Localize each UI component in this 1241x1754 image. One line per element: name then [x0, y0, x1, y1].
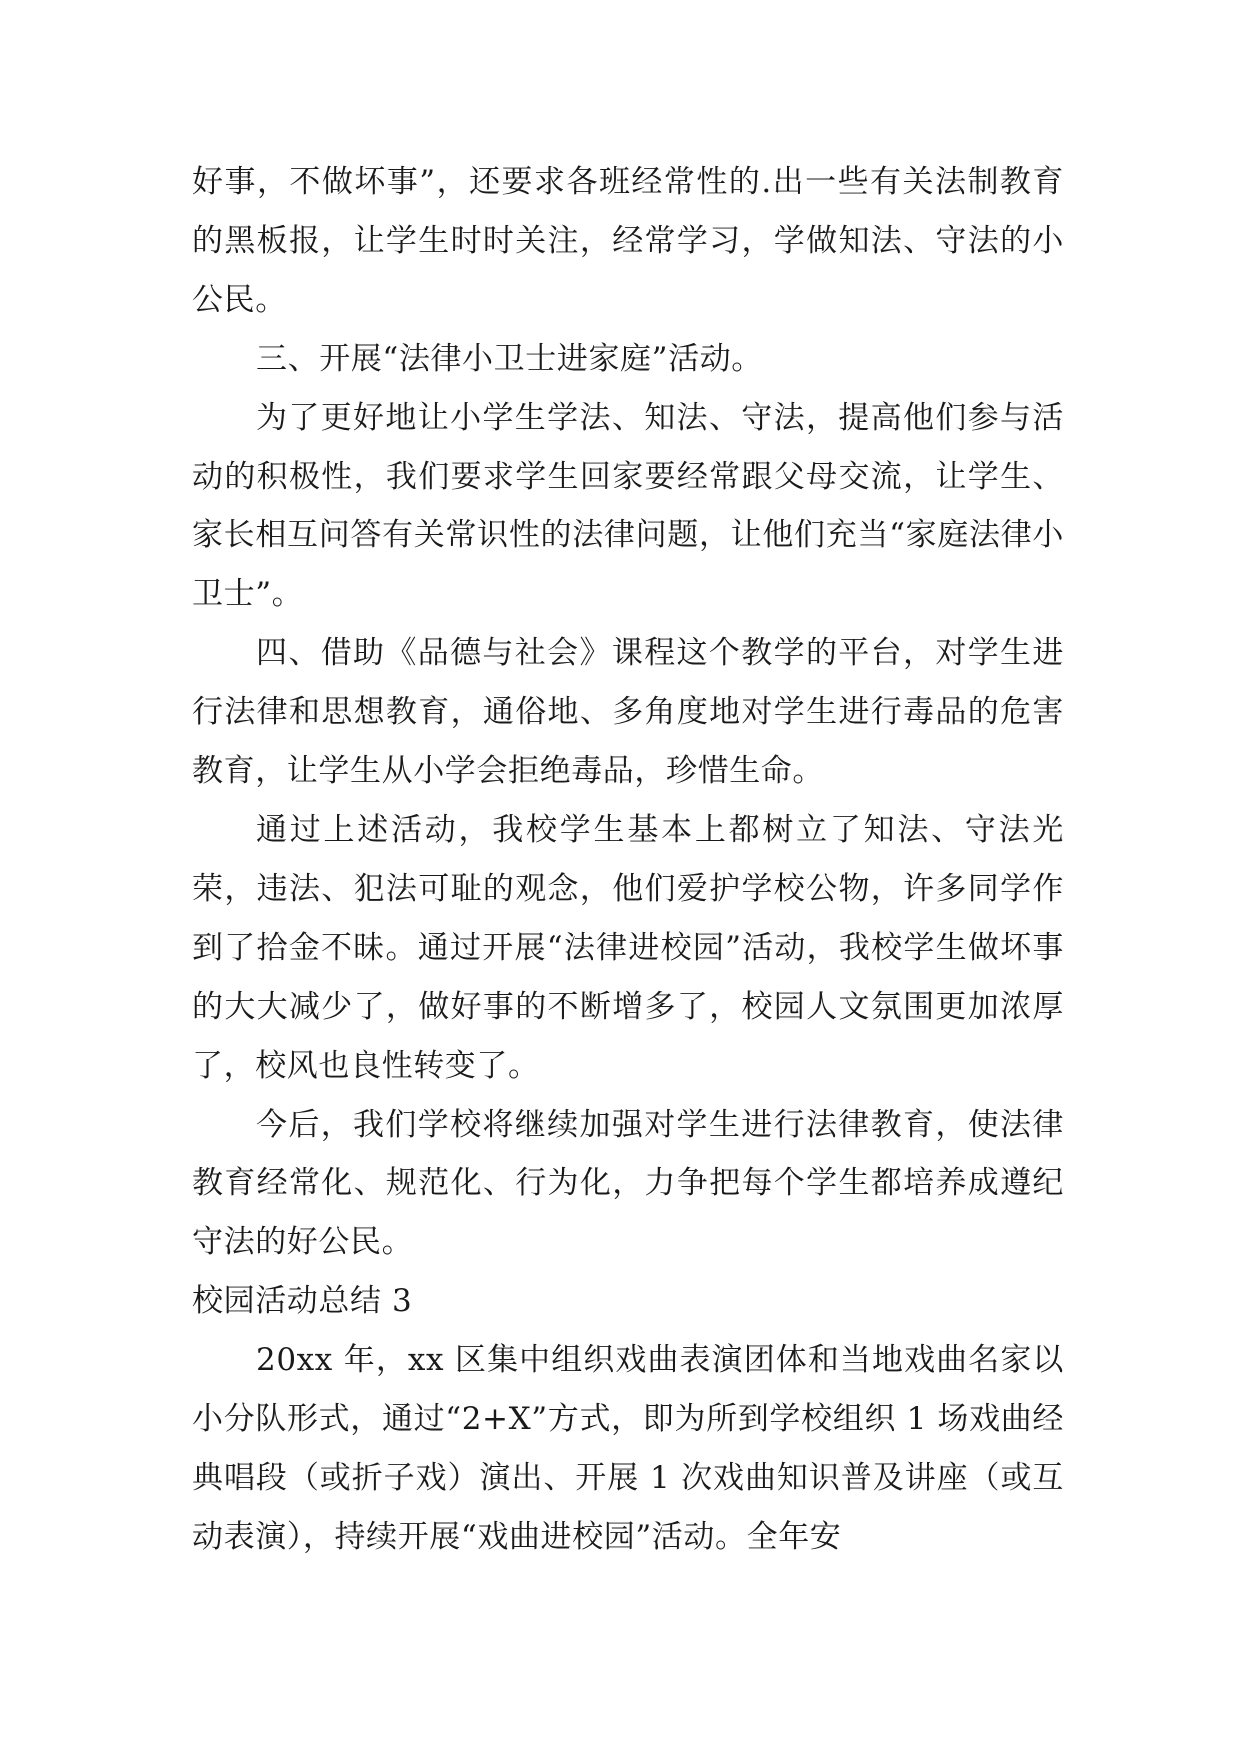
- paragraph-6: 今后，我们学校将继续加强对学生进行法律教育，使法律教育经常化、规范化、行为化，力争把每个学生都培养成遵纪守法的好公民。: [192, 1106, 1064, 1261]
- paragraph-4: 四、借助《品德与社会》课程这个教学的平台，对学生进行法律和思想教育，通俗地、多角度地对学生进行毒品的危害教育，让学生从小学会拒绝毒品，珍惜生命。: [192, 635, 1064, 790]
- paragraph-7: 20xx 年，xx 区集中组织戏曲表演团体和当地戏曲名家以小分队形式，通过“2+X”方式，即为所到学校组织 1 场戏曲经典唱段（或折子戏）演出、开展 1 次戏曲知识普及讲座（或互动表演），持续开展“戏曲进校园”活动。全年安: [192, 1342, 1064, 1555]
- section-heading: 校园活动总结 3: [192, 1283, 413, 1320]
- document-body: [192, 153, 1064, 1567]
- paragraph-2: 三、开展“法律小卫士进家庭”活动。: [256, 340, 763, 377]
- paragraph-1: 好事，不做坏事”，还要求各班经常性的.出一些有关法制教育的黑板报，让学生时时关注，经常学习，学做知法、守法的小公民。: [192, 164, 1064, 318]
- paragraph-5: 通过上述活动，我校学生基本上都树立了知法、守法光荣，违法、犯法可耻的观念，他们爱护学校公物，许多同学作到了拾金不昧。通过开展“法律进校园”活动，我校学生做坏事的大大减少了，做好事的不断增多了，校园人文氛围更加浓厚了，校风也良性转变了。: [192, 811, 1064, 1084]
- paragraph-3: 为了更好地让小学生学法、知法、守法，提高他们参与活动的积极性，我们要求学生回家要经常跟父母交流，让学生、家长相互问答有关常识性的法律问题，让他们充当“家庭法律小卫士”。: [192, 399, 1064, 613]
